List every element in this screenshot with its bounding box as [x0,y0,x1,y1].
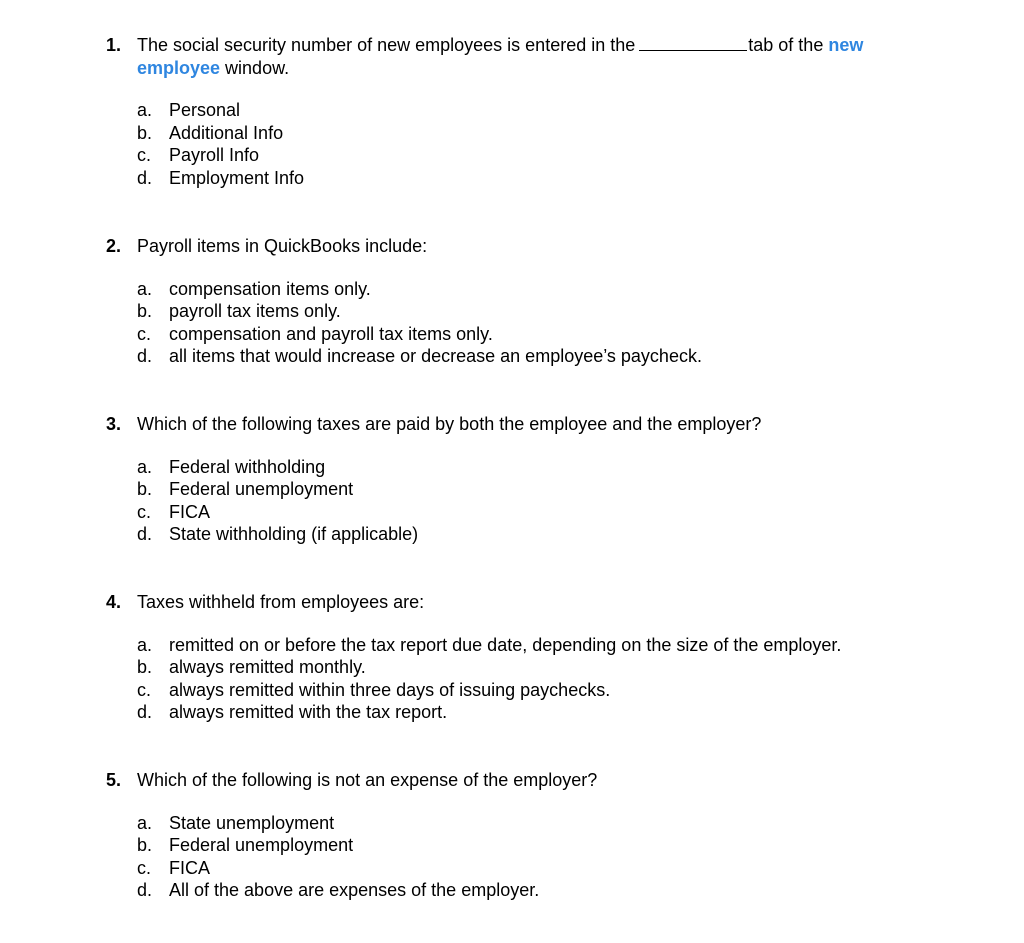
option-d[interactable] [137,701,936,724]
question-text-part: tab of the [748,35,829,55]
option-text: FICA [169,857,211,878]
option-letter: a. [137,812,153,833]
question-text [137,34,936,79]
option-text: remitted on or before the tax report due date, depending on the size of the employer. [169,634,842,655]
option-a[interactable] [137,278,936,301]
option-a[interactable] [137,634,936,657]
question-number: 2. [106,236,122,256]
option-letter: b. [137,122,153,143]
option-letter: b. [137,657,153,677]
option-text: Federal unemployment [169,479,354,499]
answer-options [137,278,936,368]
option-letter: d. [137,702,153,722]
option-letter: d. [137,524,153,544]
question-5-stem [106,769,936,792]
question-number: 3. [106,414,122,434]
option-letter: d. [137,167,153,188]
question-text: Payroll items in QuickBooks include: [137,236,428,256]
question-2-stem [106,235,936,258]
question-number: 5. [106,770,122,790]
option-text: State withholding (if applicable) [169,524,419,544]
question-text: Taxes withheld from employees are: [137,592,425,612]
answer-blank [639,34,747,51]
option-a[interactable] [137,99,936,122]
option-d[interactable] [137,345,936,368]
question-text-part: window. [220,57,290,78]
option-letter: c. [137,501,152,522]
option-b[interactable] [137,478,936,501]
question-text-part: The social security number of new employees is entered in the [137,35,636,55]
option-letter: a. [137,278,153,299]
option-text: always remitted with the tax report. [169,702,448,722]
question-text: Which of the following taxes are paid by both the employee and the employer? [137,414,762,434]
option-text: payroll tax items only. [169,301,341,321]
answer-options [137,812,936,902]
option-text: always remitted within three days of issuing paychecks. [169,679,611,700]
option-letter: c. [137,323,152,344]
question-4 [106,591,936,724]
option-letter: a. [137,100,153,120]
option-letter: b. [137,301,153,321]
option-a[interactable] [137,456,936,479]
option-b[interactable] [137,656,936,679]
option-c[interactable] [137,679,936,702]
question-text: Which of the following is not an expense of the employer? [137,770,598,790]
option-c[interactable] [137,857,936,880]
option-letter: c. [137,679,152,700]
option-letter: d. [137,346,153,366]
option-text: Federal unemployment [169,835,354,855]
option-letter: b. [137,835,153,855]
option-text: FICA [169,501,211,522]
question-3 [106,413,936,546]
question-2 [106,235,936,368]
option-b[interactable] [137,300,936,323]
option-text: All of the above are expenses of the employer. [169,880,540,900]
option-letter: d. [137,880,153,900]
option-text: Employment Info [169,167,305,188]
option-b[interactable] [137,834,936,857]
option-c[interactable] [137,501,936,524]
question-4-stem [106,591,936,614]
option-letter: b. [137,479,153,499]
question-1 [106,34,936,189]
answer-options [137,456,936,546]
option-letter: a. [137,634,153,655]
option-c[interactable] [137,323,936,346]
question-number: 1. [106,35,122,55]
option-d[interactable] [137,879,936,902]
question-5 [106,769,936,902]
option-text: Federal withholding [169,456,326,477]
option-text: compensation and payroll tax items only. [169,323,493,344]
question-number: 4. [106,592,122,612]
highlighted-term: new employee [137,35,864,78]
option-text: all items that would increase or decrease an employee’s paycheck. [169,346,702,366]
option-d[interactable] [137,523,936,546]
option-letter: a. [137,456,153,477]
answer-options [137,99,936,189]
option-text: compensation items only. [169,278,371,299]
option-text: State unemployment [169,812,335,833]
option-text: Payroll Info [169,145,260,165]
option-letter: c. [137,857,152,878]
option-letter: c. [137,145,152,165]
option-text: Personal [169,100,241,120]
answer-options [137,634,936,724]
question-3-stem [106,413,936,436]
option-b[interactable] [137,122,936,145]
option-a[interactable] [137,812,936,835]
question-1-stem [106,34,936,79]
option-d[interactable] [137,167,936,190]
option-text: always remitted monthly. [169,657,366,677]
option-text: Additional Info [169,122,284,143]
option-c[interactable] [137,144,936,167]
